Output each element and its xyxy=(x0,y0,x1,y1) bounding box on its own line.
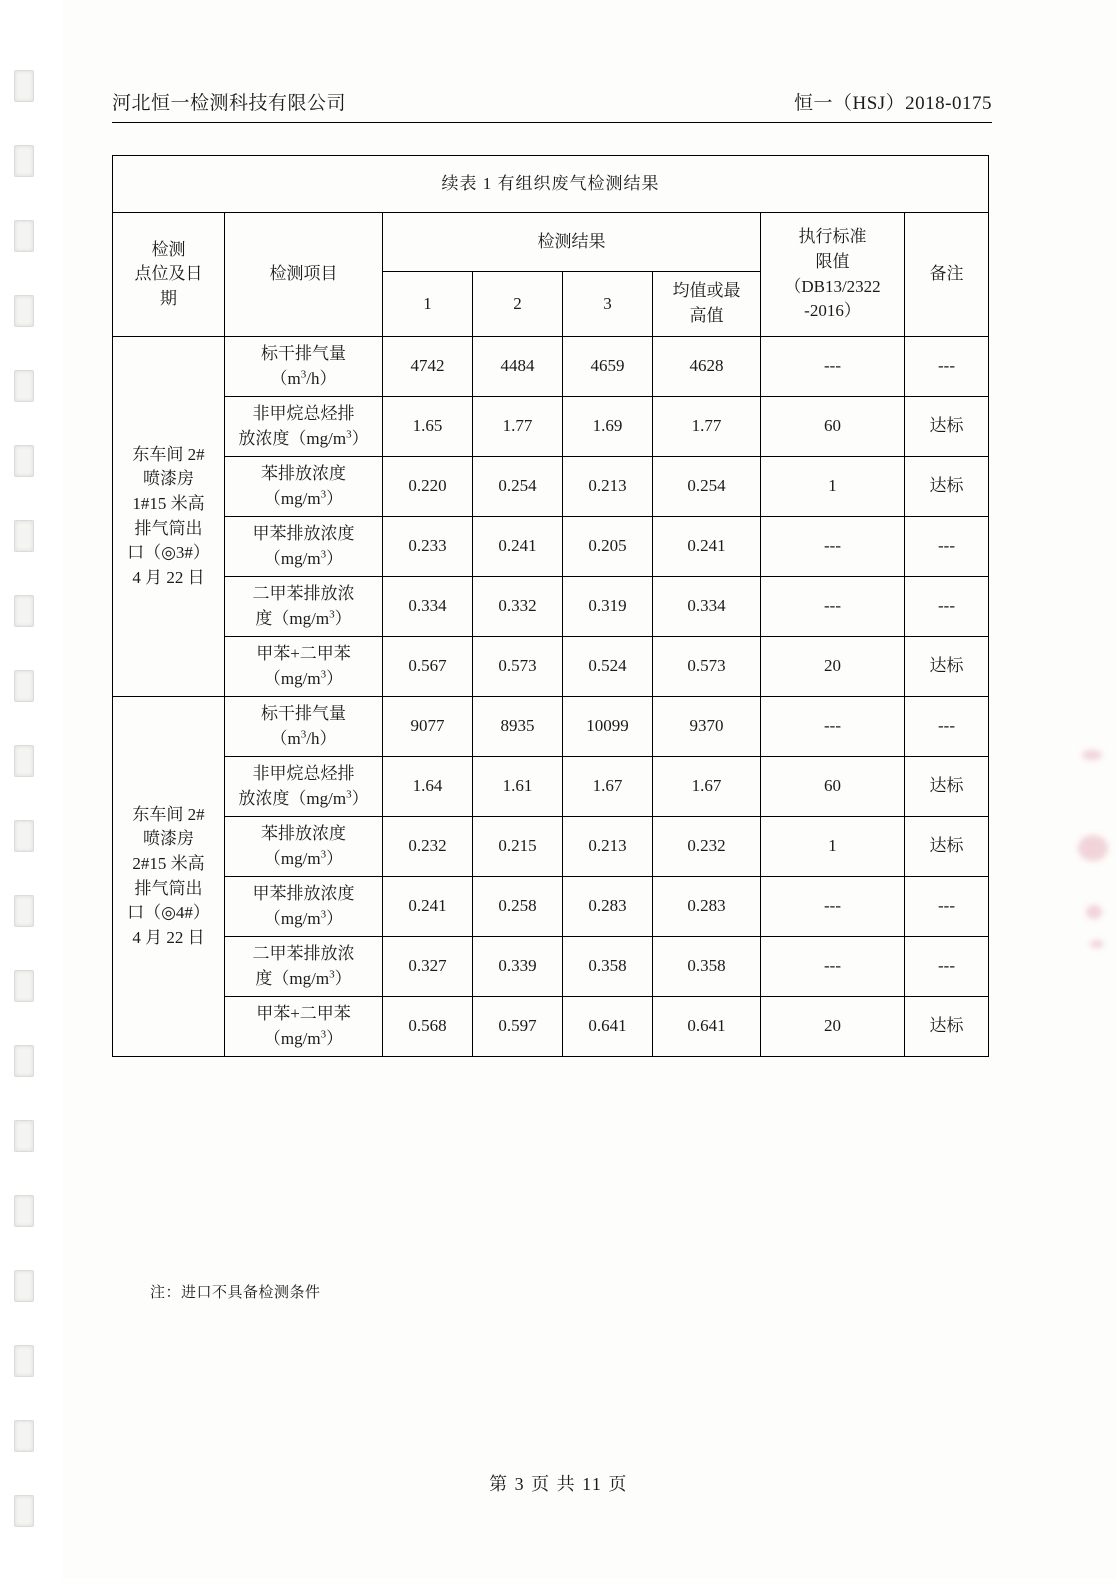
header-limit-line3: （DB13/2322 xyxy=(784,276,881,296)
scan-artifact xyxy=(1078,835,1108,861)
table-row xyxy=(113,457,989,517)
cell-result-3: 0.641 xyxy=(563,997,653,1057)
item-line1: 标干排气量 xyxy=(261,343,346,363)
cell-result-3: 0.358 xyxy=(563,937,653,997)
cell-result-avg: 4628 xyxy=(653,337,761,397)
cell-result-3: 4659 xyxy=(563,337,653,397)
table-row xyxy=(113,577,989,637)
item-line2: $(mg/m^3)$ xyxy=(263,907,344,928)
cell-result-avg: 0.641 xyxy=(653,997,761,1057)
item-line2: $(mg/m^3)$ xyxy=(263,487,344,508)
cell-result-2: 8935 xyxy=(473,697,563,757)
table-row xyxy=(113,337,989,397)
cell-result-1: 0.334 xyxy=(383,577,473,637)
cell-limit: 1 xyxy=(761,457,905,517)
cell-limit: --- xyxy=(761,697,905,757)
header-result-avg xyxy=(653,272,761,337)
item-line2: $(mg/m^3)$ xyxy=(263,847,344,868)
table-row xyxy=(113,757,989,817)
cell-remark: --- xyxy=(905,577,989,637)
table-row xyxy=(113,817,989,877)
table-row xyxy=(113,517,989,577)
page-footer: 第 3 页 共 11 页 xyxy=(489,1474,628,1494)
item-line2: 放浓度$(mg/m^3)$ xyxy=(238,787,369,808)
item-cell xyxy=(225,817,383,877)
cell-result-1: 1.65 xyxy=(383,397,473,457)
header-point xyxy=(113,213,225,337)
item-line1: 甲苯+二甲苯 xyxy=(256,1003,351,1023)
table-row xyxy=(113,637,989,697)
header-point-line2: 点位及日 xyxy=(134,264,203,284)
cell-remark: --- xyxy=(905,877,989,937)
scan-artifact xyxy=(1090,940,1104,948)
company-name: 河北恒一检测科技有限公司 xyxy=(112,93,347,114)
cell-result-1: 0.567 xyxy=(383,637,473,697)
header-divider xyxy=(112,122,992,123)
header-avg-line2: 高值 xyxy=(689,306,724,325)
binding-holes xyxy=(8,40,52,1540)
cell-limit: 20 xyxy=(761,997,905,1057)
cell-result-1: 0.233 xyxy=(383,517,473,577)
item-cell xyxy=(225,697,383,757)
header-remark: 备注 xyxy=(905,213,989,337)
item-line2: $(mg/m^3)$ xyxy=(263,1027,344,1048)
item-cell xyxy=(225,517,383,577)
cell-limit: 60 xyxy=(761,757,905,817)
cell-result-avg: 0.241 xyxy=(653,517,761,577)
cell-result-3: 0.205 xyxy=(563,517,653,577)
cell-result-1: 9077 xyxy=(383,697,473,757)
cell-result-avg: 9370 xyxy=(653,697,761,757)
cell-result-avg: 0.283 xyxy=(653,877,761,937)
item-cell xyxy=(225,937,383,997)
header-point-line3: 期 xyxy=(160,288,177,308)
cell-limit: --- xyxy=(761,877,905,937)
cell-result-1: 0.568 xyxy=(383,997,473,1057)
cell-remark: 达标 xyxy=(905,637,989,697)
point-line: 口（◎4#） xyxy=(127,903,210,923)
cell-remark: --- xyxy=(905,337,989,397)
point-cell xyxy=(113,337,225,697)
cell-remark: 达标 xyxy=(905,997,989,1057)
point-line: 东车间 2# xyxy=(132,444,205,464)
cell-result-2: 4484 xyxy=(473,337,563,397)
table-row xyxy=(113,697,989,757)
item-line2: 放浓度$(mg/m^3)$ xyxy=(238,427,369,448)
cell-result-3: 0.524 xyxy=(563,637,653,697)
cell-result-2: 0.339 xyxy=(473,937,563,997)
cell-result-1: 0.327 xyxy=(383,937,473,997)
cell-result-1: 0.232 xyxy=(383,817,473,877)
header-item: 检测项目 xyxy=(225,213,383,337)
item-line1: 非甲烷总烃排 xyxy=(252,403,355,423)
cell-remark: 达标 xyxy=(905,457,989,517)
cell-result-2: 0.254 xyxy=(473,457,563,517)
item-line2: $(m^3/h)$ xyxy=(270,367,337,388)
point-line: 2#15 米高 xyxy=(132,853,205,873)
item-line2: $(m^3/h)$ xyxy=(270,727,337,748)
cell-limit: 60 xyxy=(761,397,905,457)
cell-result-1: 4742 xyxy=(383,337,473,397)
item-cell xyxy=(225,397,383,457)
table-row xyxy=(113,937,989,997)
results-table-container xyxy=(112,155,988,1057)
header-result-1: 1 xyxy=(383,272,473,337)
cell-limit: --- xyxy=(761,937,905,997)
table-header-row-1 xyxy=(113,213,989,272)
cell-result-2: 0.597 xyxy=(473,997,563,1057)
results-table xyxy=(112,155,989,1057)
header-limit-line4: -2016） xyxy=(804,301,861,321)
item-line1: 甲苯排放浓度 xyxy=(252,883,355,903)
cell-result-2: 1.77 xyxy=(473,397,563,457)
item-cell xyxy=(225,877,383,937)
point-line: 喷漆房 xyxy=(143,829,194,849)
header-results-group: 检测结果 xyxy=(383,213,761,272)
cell-limit: 20 xyxy=(761,637,905,697)
cell-result-avg: 0.254 xyxy=(653,457,761,517)
item-line1: 标干排气量 xyxy=(261,703,346,723)
cell-limit: --- xyxy=(761,337,905,397)
report-number: 恒一（HSJ）2018-0175 xyxy=(793,93,992,114)
cell-remark: 达标 xyxy=(905,757,989,817)
table-row xyxy=(113,877,989,937)
item-cell xyxy=(225,577,383,637)
cell-result-3: 0.283 xyxy=(563,877,653,937)
header-avg-line1: 均值或最 xyxy=(672,281,741,301)
item-line2: 度$(mg/m^3)$ xyxy=(255,967,352,988)
cell-result-2: 0.215 xyxy=(473,817,563,877)
cell-result-2: 1.61 xyxy=(473,757,563,817)
item-line2: $(mg/m^3)$ xyxy=(263,547,344,568)
item-line1: 非甲烷总烃排 xyxy=(252,763,355,783)
point-line: 喷漆房 xyxy=(143,469,194,489)
cell-limit: 1 xyxy=(761,817,905,877)
point-cell xyxy=(113,697,225,1057)
item-line1: 苯排放浓度 xyxy=(261,463,346,483)
cell-result-3: 0.213 xyxy=(563,457,653,517)
cell-result-3: 0.213 xyxy=(563,817,653,877)
header-limit xyxy=(761,213,905,337)
item-line1: 甲苯排放浓度 xyxy=(252,523,355,543)
cell-result-avg: 0.232 xyxy=(653,817,761,877)
table-title-row xyxy=(113,156,989,213)
point-line: 排气筒出 xyxy=(134,518,203,538)
cell-result-1: 0.241 xyxy=(383,877,473,937)
cell-result-2: 0.241 xyxy=(473,517,563,577)
point-line: 东车间 2# xyxy=(132,804,205,824)
cell-result-3: 1.67 xyxy=(563,757,653,817)
cell-result-avg: 0.573 xyxy=(653,637,761,697)
item-line1: 二甲苯排放浓 xyxy=(252,943,355,963)
header-limit-line1: 执行标准 xyxy=(798,227,867,247)
cell-result-avg: 1.77 xyxy=(653,397,761,457)
point-line: 排气筒出 xyxy=(134,878,203,898)
cell-remark: 达标 xyxy=(905,397,989,457)
item-cell xyxy=(225,757,383,817)
table-row xyxy=(113,997,989,1057)
cell-result-2: 0.573 xyxy=(473,637,563,697)
header-result-2: 2 xyxy=(473,272,563,337)
scan-artifact xyxy=(1086,905,1102,919)
item-cell xyxy=(225,997,383,1057)
item-line1: 二甲苯排放浓 xyxy=(252,583,355,603)
header-limit-line2: 限值 xyxy=(815,251,850,271)
item-line2: 度$(mg/m^3)$ xyxy=(255,607,352,628)
point-line: 口（◎3#） xyxy=(127,543,210,563)
item-line1: 苯排放浓度 xyxy=(261,823,346,843)
table-title: 续表 1 有组织废气检测结果 xyxy=(113,156,989,213)
cell-result-2: 0.258 xyxy=(473,877,563,937)
cell-result-3: 10099 xyxy=(563,697,653,757)
cell-result-avg: 0.334 xyxy=(653,577,761,637)
header-point-line1: 检测 xyxy=(151,239,186,259)
item-line1: 甲苯+二甲苯 xyxy=(256,643,351,663)
cell-remark: --- xyxy=(905,517,989,577)
item-cell xyxy=(225,337,383,397)
cell-remark: --- xyxy=(905,697,989,757)
document-header xyxy=(112,88,992,115)
cell-remark: 达标 xyxy=(905,817,989,877)
cell-result-avg: 1.67 xyxy=(653,757,761,817)
point-line: 4 月 22 日 xyxy=(132,567,205,587)
cell-result-1: 1.64 xyxy=(383,757,473,817)
cell-limit: --- xyxy=(761,517,905,577)
table-row xyxy=(113,397,989,457)
point-line: 1#15 米高 xyxy=(132,493,205,513)
item-cell xyxy=(225,637,383,697)
item-line2: $(mg/m^3)$ xyxy=(263,667,344,688)
cell-result-3: 1.69 xyxy=(563,397,653,457)
cell-result-3: 0.319 xyxy=(563,577,653,637)
cell-result-2: 0.332 xyxy=(473,577,563,637)
table-note: 注：进口不具备检测条件 xyxy=(150,1285,321,1301)
cell-remark: --- xyxy=(905,937,989,997)
point-line: 4 月 22 日 xyxy=(132,927,205,947)
cell-limit: --- xyxy=(761,577,905,637)
scan-artifact xyxy=(1082,750,1102,760)
cell-result-avg: 0.358 xyxy=(653,937,761,997)
cell-result-1: 0.220 xyxy=(383,457,473,517)
item-cell xyxy=(225,457,383,517)
header-result-3: 3 xyxy=(563,272,653,337)
